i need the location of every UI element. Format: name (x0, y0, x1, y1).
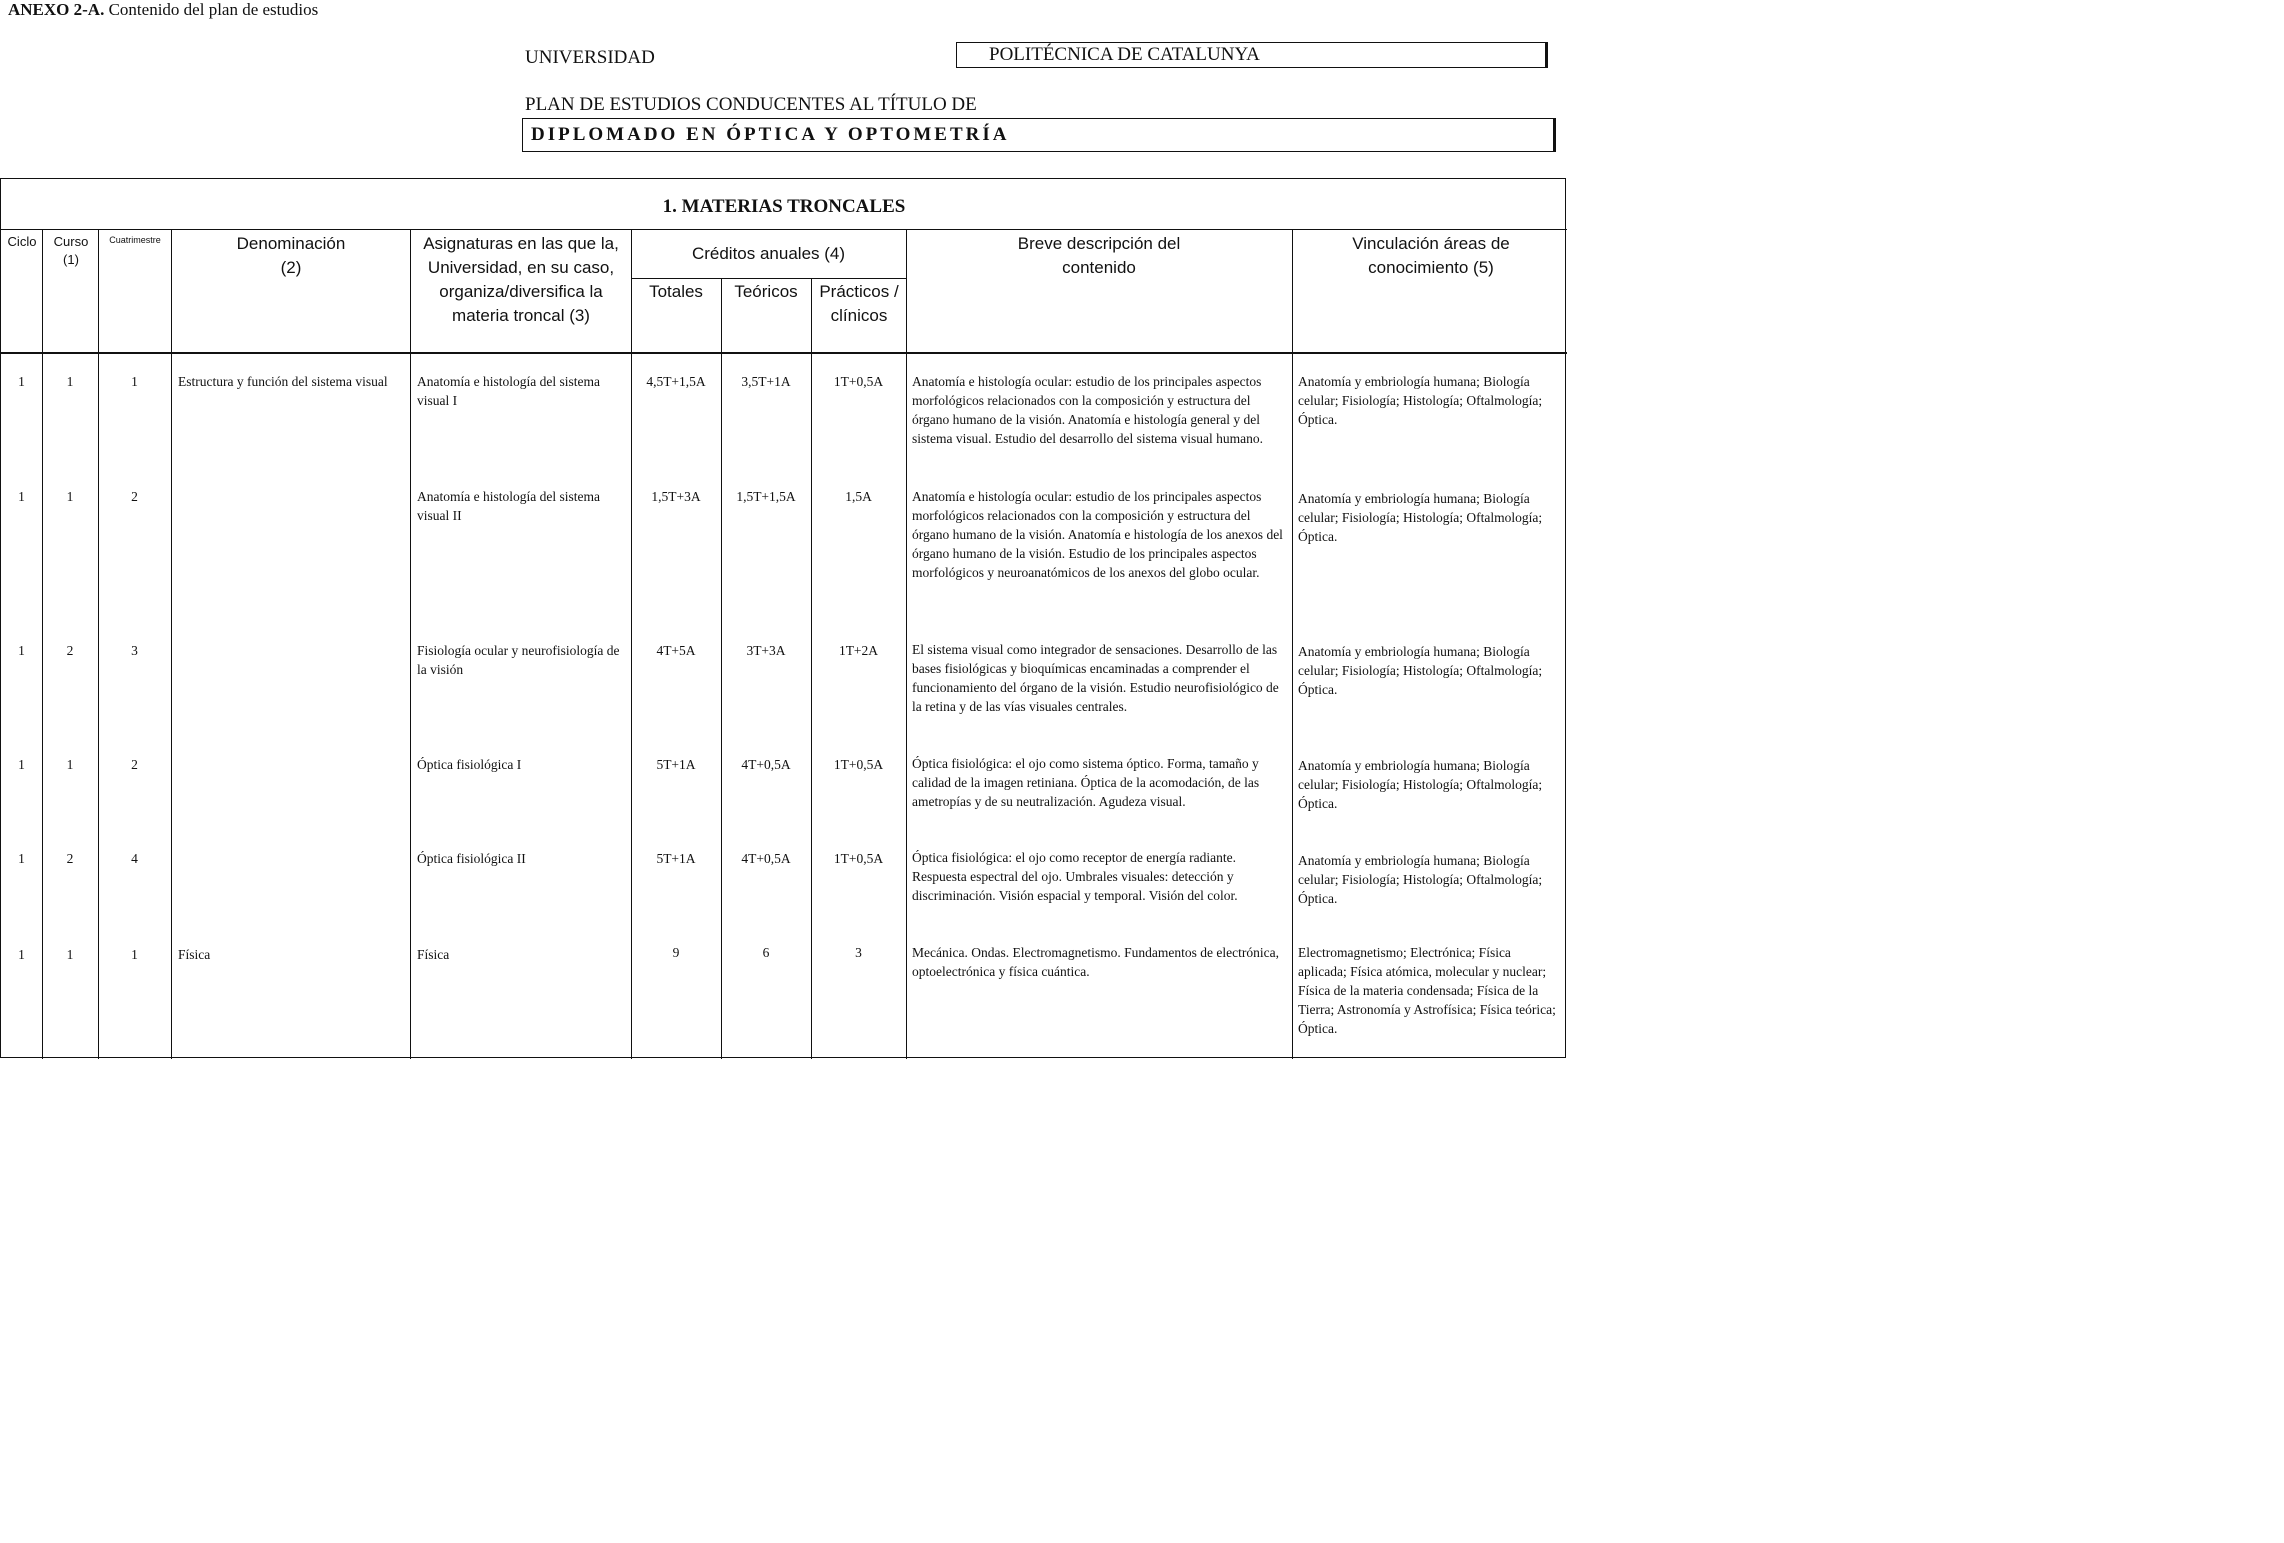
row-cuatrimestre: 4 (131, 851, 138, 866)
row-descripcion: Óptica fisiológica: el ojo como sistema óptico. Forma, tamaño y calidad de la imagen retiniana. Óptica de la acomodación, de las ametropías y de su neutralización. Agudeza visual. (912, 756, 1260, 809)
row-ciclo: 1 (18, 643, 25, 658)
col-practicos: Prácticos / clínicos (819, 282, 899, 325)
row-cuatrimestre: 3 (131, 643, 138, 658)
row-practicos: 1T+0,5A (833, 757, 884, 772)
row-descripcion: Anatomía e histología ocular: estudio de los principales aspectos morfológicos relacionados con la composición y estructura del órgano humano de la visión. Anatomía e histología general y del sistema visual. Estudio del desarrollo del sistema visual humano. (912, 374, 1263, 446)
university-name: POLITÉCNICA DE CATALUNYA (956, 42, 1548, 68)
row-cuatrimestre: 1 (131, 947, 138, 962)
col-curso: Curso (1) (53, 234, 89, 267)
row-vinculacion: Anatomía y embriología humana; Biología celular; Fisiología; Histología; Oftalmología; Óptica. (1298, 374, 1543, 427)
row-denominacion: Física (178, 947, 211, 962)
row-descripcion: El sistema visual como integrador de sensaciones. Desarrollo de las bases fisiológicas y bioquímicas encaminadas a comprender el funcionamiento del órgano de la visión. Estudio neurofisiológico de la retina y de las vías visuales centrales. (912, 642, 1279, 714)
row-teoricos: 3T+3A (746, 643, 786, 658)
row-asignatura: Fisiología ocular y neurofisiología de la visión (417, 643, 620, 677)
row-practicos: 1T+0,5A (833, 374, 884, 389)
row-totales: 9 (672, 945, 680, 960)
row-vinculacion: Anatomía y embriología humana; Biología celular; Fisiología; Histología; Oftalmología; Óptica. (1298, 644, 1543, 697)
row-descripcion: Óptica fisiológica: el ojo como receptor de energía radiante. Respuesta espectral del ojo. Umbrales visuales: detección y discriminación. Visión espacial y temporal. Visión del color. (912, 850, 1238, 903)
row-cuatrimestre: 2 (131, 757, 138, 772)
row-descripcion: Anatomía e histología ocular: estudio de los principales aspectos morfológicos relacionados con la composición y estructura del órgano humano de la visión. Anatomía e histología de los anexos del órgano humano de la visión. Estudio de los principales aspectos morfológicos y neuroanatómicos de los anexos del globo ocular. (912, 489, 1283, 580)
col-creditos: Créditos anuales (4) (691, 244, 846, 263)
annex-label: ANEXO 2-A. (8, 0, 105, 19)
col-vinculacion: Vinculación áreas de conocimiento (5) (1352, 234, 1510, 277)
row-vinculacion: Anatomía y embriología humana; Biología celular; Fisiología; Histología; Oftalmología; Óptica. (1298, 758, 1543, 811)
row-asignatura: Óptica fisiológica II (417, 851, 526, 866)
row-ciclo: 1 (18, 947, 25, 962)
row-cuatrimestre: 2 (131, 489, 138, 504)
row-cuatrimestre: 1 (131, 374, 138, 389)
row-vinculacion: Anatomía y embriología humana; Biología celular; Fisiología; Histología; Oftalmología; Óptica. (1298, 853, 1543, 906)
row-curso: 1 (66, 757, 74, 772)
row-practicos: 1T+2A (838, 643, 879, 658)
row-totales: 5T+1A (656, 851, 696, 866)
university-label: UNIVERSIDAD (525, 47, 655, 68)
col-teoricos: Teóricos (734, 282, 798, 301)
row-vinculacion: Electromagnetismo; Electrónica; Física aplicada; Física atómica, molecular y nuclear; Física de la materia condensada; Física de la Tierra; Astronomía y Astrofísica; Física teórica; Óptica. (1298, 945, 1556, 1036)
row-asignatura: Anatomía e histología del sistema visual I (417, 374, 600, 408)
row-practicos: 3 (855, 945, 862, 960)
row-curso: 2 (66, 643, 74, 658)
section-title: 1. MATERIAS TRONCALES (662, 196, 906, 217)
row-curso: 1 (66, 947, 74, 962)
row-practicos: 1T+0,5A (833, 851, 884, 866)
col-totales: Totales (649, 282, 703, 301)
annex-description: Contenido del plan de estudios (104, 0, 319, 19)
row-descripcion: Mecánica. Ondas. Electromagnetismo. Fundamentos de electrónica, optoelectrónica y física cuántica. (912, 945, 1279, 979)
row-ciclo: 1 (18, 374, 25, 389)
row-teoricos: 6 (762, 945, 770, 960)
row-asignatura: Física (417, 947, 450, 962)
degree-title: DIPLOMADO EN ÓPTICA Y OPTOMETRÍA (522, 118, 1556, 152)
curriculum-table (0, 178, 1566, 1058)
row-teoricos: 3,5T+1A (741, 374, 791, 389)
row-curso: 1 (66, 374, 74, 389)
col-denominacion: Denominación (2) (236, 234, 346, 277)
col-cuatrimestre: Cuatrimestre (109, 235, 161, 245)
row-ciclo: 1 (18, 489, 25, 504)
row-totales: 4,5T+1,5A (646, 374, 706, 389)
row-curso: 1 (66, 489, 74, 504)
col-asignaturas: Asignaturas en las que la, Universidad, en su caso, organiza/diversifica la materia troncal (3) (423, 234, 619, 325)
row-teoricos: 1,5T+1,5A (736, 489, 796, 504)
row-practicos: 1,5A (845, 489, 872, 504)
plan-label: PLAN DE ESTUDIOS CONDUCENTES AL TÍTULO DE (525, 94, 977, 115)
col-descripcion: Breve descripción del contenido (1017, 234, 1181, 277)
row-asignatura: Óptica fisiológica I (417, 757, 522, 772)
row-denominacion: Estructura y función del sistema visual (178, 374, 388, 389)
annex-title (8, 0, 318, 20)
row-totales: 4T+5A (656, 643, 696, 658)
col-ciclo: Ciclo (7, 234, 37, 249)
row-teoricos: 4T+0,5A (741, 851, 791, 866)
row-totales: 5T+1A (656, 757, 696, 772)
row-teoricos: 4T+0,5A (741, 757, 791, 772)
row-ciclo: 1 (18, 851, 25, 866)
row-totales: 1,5T+3A (651, 489, 701, 504)
row-curso: 2 (66, 851, 74, 866)
row-asignatura: Anatomía e histología del sistema visual II (417, 489, 600, 523)
row-vinculacion: Anatomía y embriología humana; Biología celular; Fisiología; Histología; Oftalmología; Óptica. (1298, 491, 1543, 544)
row-ciclo: 1 (18, 757, 25, 772)
